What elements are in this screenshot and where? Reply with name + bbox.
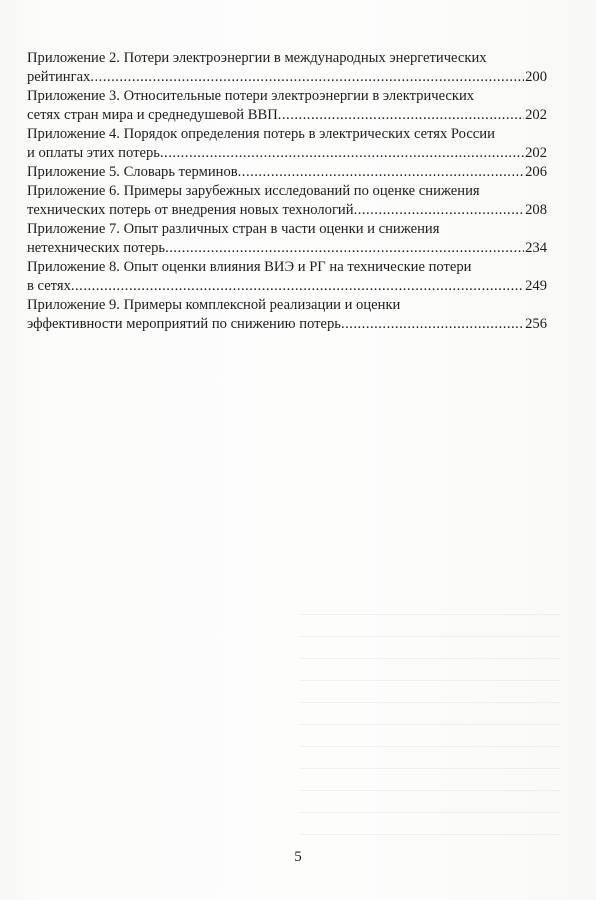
toc-entry-title-line: Приложение 7. Опыт различных стран в части оценки и снижения [27, 221, 440, 237]
toc-entry-appendix-7[interactable] [27, 220, 547, 258]
toc-entry-appendix-3[interactable] [27, 87, 547, 125]
toc-entry-title-line: Приложение 2. Потери электроэнергии в международных энергетических [27, 50, 487, 66]
toc-entry-appendix-4[interactable] [27, 125, 547, 163]
table-of-contents [27, 49, 547, 334]
leader-dots [160, 144, 524, 163]
toc-entry-title-end: технических потерь от внедрения новых технологий [27, 202, 354, 218]
toc-entry-appendix-5[interactable] [27, 163, 547, 182]
toc-entry-title-line: Приложение 4. Порядок определения потерь в электрических сетях России [27, 126, 495, 142]
toc-page-number: 256 [525, 316, 547, 332]
leader-dots [278, 106, 524, 125]
page-number: 5 [294, 849, 302, 865]
toc-entry-title-line: Приложение 9. Примеры комплексной реализации и оценки [27, 297, 401, 313]
toc-entry-appendix-6[interactable] [27, 182, 547, 220]
toc-entry-title-end: Приложение 5. Словарь терминов [27, 164, 238, 180]
toc-entry-title-end: рейтингах [27, 69, 91, 85]
leader-dots [341, 315, 524, 334]
toc-page-number: 200 [525, 69, 547, 85]
toc-entry-title-line: Приложение 3. Относительные потери электроэнергии в электрических [27, 88, 475, 104]
toc-entry-title-end: сетях стран мира и среднедушевой ВВП [27, 107, 278, 123]
toc-entry-appendix-9[interactable] [27, 296, 547, 334]
toc-entry-appendix-2[interactable] [27, 49, 547, 87]
show-through-text [300, 600, 560, 840]
toc-page-number: 202 [525, 107, 547, 123]
toc-page-number: 202 [525, 145, 547, 161]
toc-entry-title-end: и оплаты этих потерь [27, 145, 160, 161]
leader-dots [165, 239, 524, 258]
toc-entry-title-end: в сетях [27, 278, 71, 294]
toc-page-number: 234 [525, 240, 547, 256]
leader-dots [90, 68, 524, 87]
toc-page-number: 208 [525, 202, 547, 218]
toc-entry-title-line: Приложение 8. Опыт оценки влияния ВИЭ и РГ на технические потери [27, 259, 472, 275]
toc-page-number: 206 [525, 164, 547, 180]
toc-page-number: 249 [525, 278, 547, 294]
toc-entry-appendix-8[interactable] [27, 258, 547, 296]
toc-entry-title-end: нетехнических потерь [27, 240, 166, 256]
leader-dots [354, 201, 525, 220]
leader-dots [71, 277, 524, 296]
toc-entry-title-line: Приложение 6. Примеры зарубежных исследований по оценке снижения [27, 183, 480, 199]
toc-entry-title-end: эффективности мероприятий по снижению потерь [27, 316, 341, 332]
leader-dots [238, 163, 524, 182]
